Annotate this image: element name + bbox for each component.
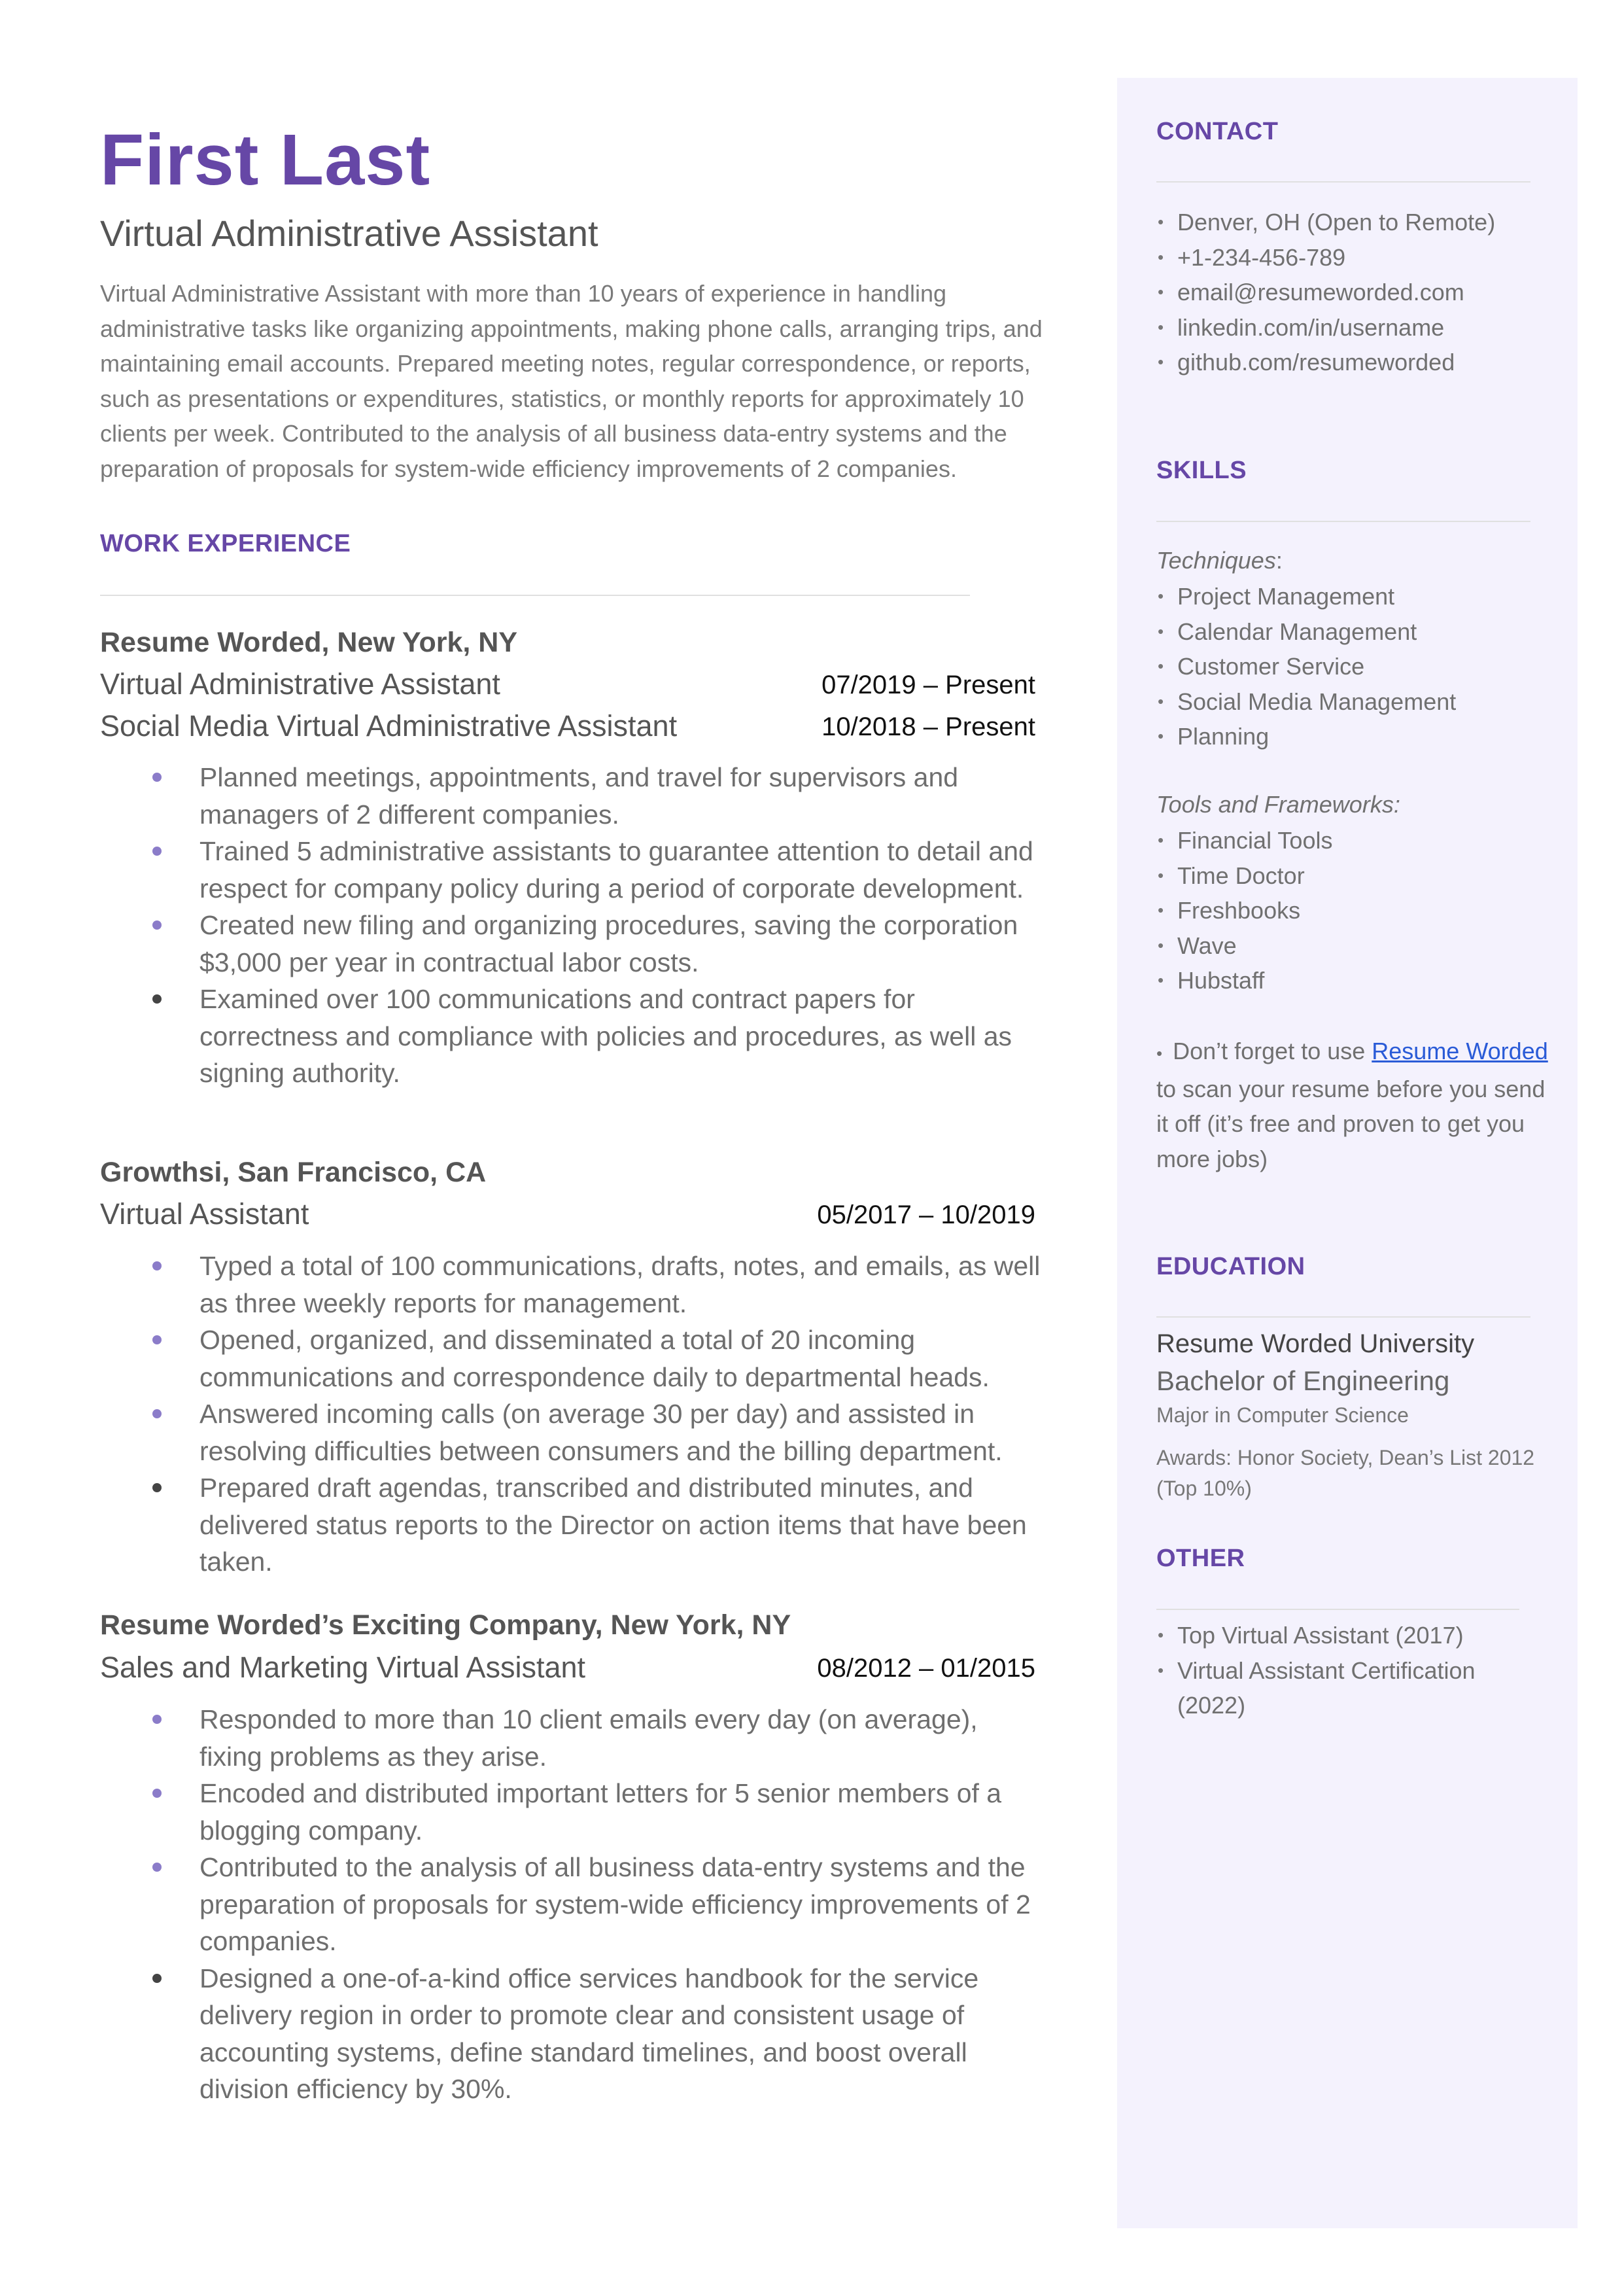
summary: Virtual Administrative Assistant with more than 10 years of experience in handling administrative tasks like organizing appointments, making phone calls, arranging trips, and maintaining email accounts. Prepared meeting notes, regular correspondence, or reports, such as presentations or expenditures, statistics, or monthly reports for approximately 10 clients per week. Contributed to the analysis of all business data-entry systems and the preparation of proposals for system-wide efficiency improvements of 2 companies. [100, 280, 1043, 482]
job-company: Growthsi, San Francisco, CA [100, 1157, 487, 1188]
bullet-text: Created new filing and organizing procedures, saving the corporation $3,000 per year in contractual labor costs. [199, 910, 1018, 977]
list-item: • Project Management [1156, 579, 1456, 614]
techniques-colon: : [1275, 547, 1283, 574]
skills-heading: SKILLS [1156, 457, 1247, 484]
tools-label: Tools and Frameworks: [1156, 791, 1400, 818]
list-item [100, 1775, 1042, 1849]
work-experience-heading: WORK EXPERIENCE [100, 530, 351, 557]
bullet-text: Answered incoming calls (on average 30 per day) and assisted in resolving difficulties between consumers and the billing department. [199, 1399, 1003, 1466]
resume-worded-note [1156, 1034, 1549, 1176]
education-divider [1156, 1316, 1530, 1318]
job-bullets [100, 1701, 1042, 2108]
candidate-name: First Last [100, 120, 431, 200]
job-role: Virtual Administrative Assistant [100, 667, 500, 701]
candidate-title: Virtual Administrative Assistant [100, 213, 598, 254]
list-item: • Virtual Assistant Certification (2022) [1156, 1653, 1549, 1723]
bullet-icon [152, 1261, 162, 1270]
list-item: • Wave [1156, 928, 1332, 964]
list-item [100, 1469, 1042, 1581]
resume-worded-link[interactable]: Resume Worded [1372, 1038, 1548, 1064]
work-experience-divider [100, 595, 970, 596]
job-role: Social Media Virtual Administrative Assistant [100, 709, 678, 743]
bullet-icon [152, 1335, 162, 1344]
list-item [100, 1248, 1042, 1322]
contact-phone: • +1-234-456-789 [1156, 240, 1495, 275]
note-text-pre: Don’t forget to use [1173, 1038, 1372, 1064]
job-dates: 08/2012 – 01/2015 [817, 1654, 1035, 1683]
contact-divider [1156, 181, 1530, 183]
other-list [1156, 1618, 1549, 1723]
contact-list [1156, 205, 1495, 380]
tools-list [1156, 823, 1332, 998]
list-item [100, 907, 1042, 981]
bullet-text: Encoded and distributed important letters for 5 senior members of a blogging company. [199, 1778, 1002, 1846]
list-item [100, 1960, 1042, 2108]
bullet-icon [152, 1863, 162, 1872]
techniques-label-text: Techniques [1156, 547, 1276, 574]
bullet-text: Contributed to the analysis of all business data-entry systems and the preparation of proposals for system-wide efficiency improvements of 2 companies. [199, 1852, 1031, 1956]
techniques-label [1156, 547, 1283, 574]
contact-linkedin[interactable]: • linkedin.com/in/username [1156, 310, 1495, 345]
list-item: • Time Doctor [1156, 858, 1332, 894]
job-bullets [100, 759, 1042, 1092]
bullet-text: Planned meetings, appointments, and travel for supervisors and managers of 2 different companies. [199, 762, 959, 830]
job-dates: 07/2019 – Present [821, 671, 1035, 699]
job-role: Sales and Marketing Virtual Assistant [100, 1651, 586, 1684]
job-dates: 10/2018 – Present [821, 712, 1035, 741]
bullet-text: Designed a one-of-a-kind office services handbook for the service delivery region in order to promote clear and consistent usage of accounting systems, define standard timelines, and boost overall division efficiency by 30%. [199, 1963, 979, 2104]
list-item [100, 1322, 1042, 1395]
bullet-icon: • [1156, 1043, 1163, 1063]
bullet-text: Prepared draft agendas, transcribed and distributed minutes, and delivered status reports to the Director on action items that have been taken. [199, 1473, 1027, 1577]
job-dates: 05/2017 – 10/2019 [817, 1200, 1035, 1229]
list-item: • Planning [1156, 719, 1456, 754]
bullet-icon [152, 847, 162, 856]
list-item: • Customer Service [1156, 649, 1456, 684]
education-awards: Awards: Honor Society, Dean’s List 2012 (Top 10%) [1156, 1446, 1535, 1500]
list-item [100, 981, 1042, 1092]
list-item [100, 833, 1042, 907]
bullet-icon [152, 1409, 162, 1418]
contact-github[interactable]: • github.com/resumeworded [1156, 345, 1495, 380]
job-bullets [100, 1248, 1042, 1581]
list-item [100, 1701, 1042, 1775]
bullet-text: Opened, organized, and disseminated a total of 20 incoming communications and correspondence daily to departmental heads. [199, 1325, 990, 1392]
techniques-list [1156, 579, 1456, 754]
education-major: Major in Computer Science [1156, 1403, 1409, 1427]
bullet-icon [152, 1789, 162, 1798]
list-item: • Calendar Management [1156, 614, 1456, 650]
job-role: Virtual Assistant [100, 1197, 309, 1231]
contact-heading: CONTACT [1156, 118, 1279, 145]
bullet-icon [152, 1483, 162, 1492]
list-item [100, 1849, 1042, 1960]
bullet-text: Typed a total of 100 communications, drafts, notes, and emails, as well as three weekly reports for management. [199, 1251, 1041, 1318]
job-company: Resume Worded, New York, NY [100, 627, 518, 658]
job-company: Resume Worded’s Exciting Company, New York, NY [100, 1609, 791, 1641]
list-item: • Hubstaff [1156, 963, 1332, 998]
education-heading: EDUCATION [1156, 1253, 1305, 1280]
list-item: • Social Media Management [1156, 684, 1456, 720]
list-item: • Financial Tools [1156, 823, 1332, 858]
other-divider [1156, 1609, 1519, 1610]
bullet-text: Responded to more than 10 client emails every day (on average), fixing problems as they arise. [199, 1704, 978, 1772]
contact-location: • Denver, OH (Open to Remote) [1156, 205, 1495, 240]
list-item [100, 759, 1042, 833]
education-degree: Bachelor of Engineering [1156, 1365, 1450, 1396]
education-school: Resume Worded University [1156, 1329, 1475, 1358]
other-heading: OTHER [1156, 1545, 1245, 1572]
bullet-icon [152, 1715, 162, 1724]
skills-divider [1156, 521, 1530, 522]
list-item: • Freshbooks [1156, 893, 1332, 928]
list-item [100, 1395, 1042, 1469]
bullet-icon [152, 920, 162, 930]
note-text-post: to scan your resume before you send it off (it’s free and proven to get you more jobs) [1156, 1075, 1546, 1172]
bullet-text: Trained 5 administrative assistants to guarantee attention to detail and respect for company policy during a period of corporate development. [199, 836, 1033, 903]
bullet-icon [152, 773, 162, 782]
list-item: • Top Virtual Assistant (2017) [1156, 1618, 1549, 1653]
bullet-text: Examined over 100 communications and contract papers for correctness and compliance with policies and procedures, as well as signing authority. [199, 984, 1012, 1088]
contact-email[interactable]: • email@resumeworded.com [1156, 275, 1495, 310]
bullet-icon [152, 1974, 162, 1983]
bullet-icon [152, 994, 162, 1004]
